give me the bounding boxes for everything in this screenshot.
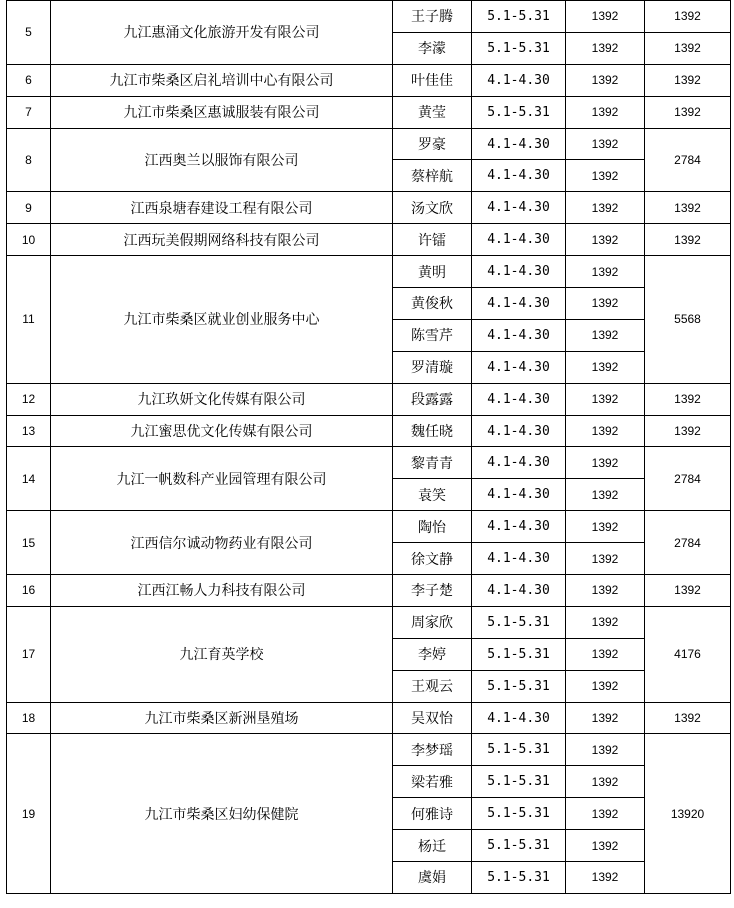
amount-cell: 1392 — [566, 1, 645, 33]
total-amount-cell: 1392 — [645, 96, 731, 128]
period-cell: 5.1-5.31 — [472, 862, 566, 894]
row-number-cell: 6 — [7, 64, 51, 96]
person-name-cell: 黄莹 — [393, 96, 472, 128]
period-cell: 4.1-4.30 — [472, 319, 566, 351]
period-cell: 5.1-5.31 — [472, 1, 566, 33]
row-number-cell: 10 — [7, 224, 51, 256]
amount-cell: 1392 — [566, 64, 645, 96]
amount-cell: 1392 — [566, 543, 645, 575]
person-name-cell: 李濛 — [393, 32, 472, 64]
period-cell: 5.1-5.31 — [472, 32, 566, 64]
amount-cell: 1392 — [566, 575, 645, 607]
person-name-cell: 汤文欣 — [393, 192, 472, 224]
total-amount-cell: 4176 — [645, 606, 731, 702]
company-name-cell: 江西信尔诚动物药业有限公司 — [51, 511, 393, 575]
company-name-cell: 江西江畅人力科技有限公司 — [51, 575, 393, 607]
period-cell: 5.1-5.31 — [472, 766, 566, 798]
row-number-cell: 12 — [7, 383, 51, 415]
company-name-cell: 江西泉塘春建设工程有限公司 — [51, 192, 393, 224]
table-row — [7, 96, 731, 128]
person-name-cell: 许镭 — [393, 224, 472, 256]
period-cell: 5.1-5.31 — [472, 606, 566, 638]
row-number-cell: 5 — [7, 1, 51, 65]
period-cell: 5.1-5.31 — [472, 670, 566, 702]
person-name-cell: 蔡梓航 — [393, 160, 472, 192]
person-name-cell: 黄俊秋 — [393, 288, 472, 320]
total-amount-cell: 2784 — [645, 447, 731, 511]
amount-cell: 1392 — [566, 160, 645, 192]
table-row — [7, 511, 731, 543]
person-name-cell: 何雅诗 — [393, 798, 472, 830]
total-amount-cell: 2784 — [645, 511, 731, 575]
table-row — [7, 256, 731, 288]
amount-cell: 1392 — [566, 256, 645, 288]
amount-cell: 1392 — [566, 511, 645, 543]
row-number-cell: 9 — [7, 192, 51, 224]
row-number-cell: 15 — [7, 511, 51, 575]
period-cell: 4.1-4.30 — [472, 415, 566, 447]
period-cell: 4.1-4.30 — [472, 383, 566, 415]
period-cell: 4.1-4.30 — [472, 288, 566, 320]
table-row — [7, 606, 731, 638]
amount-cell: 1392 — [566, 351, 645, 383]
company-name-cell: 九江蜜思优文化传媒有限公司 — [51, 415, 393, 447]
amount-cell: 1392 — [566, 606, 645, 638]
person-name-cell: 罗豪 — [393, 128, 472, 160]
amount-cell: 1392 — [566, 830, 645, 862]
company-name-cell: 九江一帆数科产业园管理有限公司 — [51, 447, 393, 511]
person-name-cell: 魏任晓 — [393, 415, 472, 447]
period-cell: 4.1-4.30 — [472, 702, 566, 734]
total-amount-cell: 1392 — [645, 224, 731, 256]
company-name-cell: 江西玩美假期网络科技有限公司 — [51, 224, 393, 256]
table-row — [7, 702, 731, 734]
company-name-cell: 江西奥兰以服饰有限公司 — [51, 128, 393, 192]
person-name-cell: 虞娟 — [393, 862, 472, 894]
person-name-cell: 徐文静 — [393, 543, 472, 575]
row-number-cell: 11 — [7, 256, 51, 384]
table-row — [7, 128, 731, 160]
person-name-cell: 吴双怡 — [393, 702, 472, 734]
amount-cell: 1392 — [566, 319, 645, 351]
total-amount-cell: 1392 — [645, 702, 731, 734]
period-cell: 4.1-4.30 — [472, 511, 566, 543]
period-cell: 4.1-4.30 — [472, 192, 566, 224]
person-name-cell: 黄明 — [393, 256, 472, 288]
amount-cell: 1392 — [566, 415, 645, 447]
table-row — [7, 415, 731, 447]
table-row — [7, 192, 731, 224]
amount-cell: 1392 — [566, 32, 645, 64]
person-name-cell: 周家欣 — [393, 606, 472, 638]
company-name-cell: 九江市柴桑区惠诚服装有限公司 — [51, 96, 393, 128]
table-row — [7, 575, 731, 607]
subsidy-table — [6, 0, 731, 894]
total-amount-cell: 1392 — [645, 383, 731, 415]
period-cell: 4.1-4.30 — [472, 128, 566, 160]
period-cell: 4.1-4.30 — [472, 224, 566, 256]
amount-cell: 1392 — [566, 766, 645, 798]
company-name-cell: 九江市柴桑区就业创业服务中心 — [51, 256, 393, 384]
amount-cell: 1392 — [566, 383, 645, 415]
person-name-cell: 叶佳佳 — [393, 64, 472, 96]
total-amount-cell: 1392 — [645, 415, 731, 447]
amount-cell: 1392 — [566, 702, 645, 734]
period-cell: 5.1-5.31 — [472, 798, 566, 830]
amount-cell: 1392 — [566, 670, 645, 702]
amount-cell: 1392 — [566, 288, 645, 320]
total-amount-cell: 1392 — [645, 32, 731, 64]
period-cell: 5.1-5.31 — [472, 96, 566, 128]
period-cell: 4.1-4.30 — [472, 351, 566, 383]
person-name-cell: 杨迁 — [393, 830, 472, 862]
person-name-cell: 李梦瑶 — [393, 734, 472, 766]
amount-cell: 1392 — [566, 734, 645, 766]
period-cell: 5.1-5.31 — [472, 830, 566, 862]
amount-cell: 1392 — [566, 192, 645, 224]
person-name-cell: 李婷 — [393, 638, 472, 670]
row-number-cell: 19 — [7, 734, 51, 893]
amount-cell: 1392 — [566, 638, 645, 670]
table-row — [7, 734, 731, 766]
row-number-cell: 18 — [7, 702, 51, 734]
amount-cell: 1392 — [566, 224, 645, 256]
total-amount-cell: 2784 — [645, 128, 731, 192]
table-row — [7, 447, 731, 479]
total-amount-cell: 1392 — [645, 64, 731, 96]
person-name-cell: 梁若雅 — [393, 766, 472, 798]
row-number-cell: 13 — [7, 415, 51, 447]
person-name-cell: 罗清璇 — [393, 351, 472, 383]
period-cell: 4.1-4.30 — [472, 160, 566, 192]
company-name-cell: 九江玖妍文化传媒有限公司 — [51, 383, 393, 415]
row-number-cell: 17 — [7, 606, 51, 702]
amount-cell: 1392 — [566, 96, 645, 128]
amount-cell: 1392 — [566, 447, 645, 479]
table-row — [7, 224, 731, 256]
total-amount-cell: 1392 — [645, 575, 731, 607]
row-number-cell: 14 — [7, 447, 51, 511]
table-row — [7, 64, 731, 96]
period-cell: 5.1-5.31 — [472, 638, 566, 670]
period-cell: 4.1-4.30 — [472, 575, 566, 607]
total-amount-cell: 5568 — [645, 256, 731, 384]
company-name-cell: 九江市柴桑区妇幼保健院 — [51, 734, 393, 893]
company-name-cell: 九江育英学校 — [51, 606, 393, 702]
total-amount-cell: 1392 — [645, 1, 731, 33]
total-amount-cell: 13920 — [645, 734, 731, 893]
amount-cell: 1392 — [566, 128, 645, 160]
person-name-cell: 段露露 — [393, 383, 472, 415]
period-cell: 4.1-4.30 — [472, 543, 566, 575]
person-name-cell: 黎青青 — [393, 447, 472, 479]
row-number-cell: 8 — [7, 128, 51, 192]
row-number-cell: 7 — [7, 96, 51, 128]
person-name-cell: 李子楚 — [393, 575, 472, 607]
period-cell: 4.1-4.30 — [472, 256, 566, 288]
person-name-cell: 陶怡 — [393, 511, 472, 543]
amount-cell: 1392 — [566, 479, 645, 511]
amount-cell: 1392 — [566, 862, 645, 894]
person-name-cell: 袁笑 — [393, 479, 472, 511]
amount-cell: 1392 — [566, 798, 645, 830]
table-body — [7, 1, 731, 894]
period-cell: 5.1-5.31 — [472, 734, 566, 766]
person-name-cell: 陈雪芹 — [393, 319, 472, 351]
period-cell: 4.1-4.30 — [472, 447, 566, 479]
table-row — [7, 1, 731, 33]
period-cell: 4.1-4.30 — [472, 479, 566, 511]
row-number-cell: 16 — [7, 575, 51, 607]
period-cell: 4.1-4.30 — [472, 64, 566, 96]
person-name-cell: 王子腾 — [393, 1, 472, 33]
company-name-cell: 九江市柴桑区启礼培训中心有限公司 — [51, 64, 393, 96]
company-name-cell: 九江市柴桑区新洲垦殖场 — [51, 702, 393, 734]
table-row — [7, 383, 731, 415]
person-name-cell: 王观云 — [393, 670, 472, 702]
total-amount-cell: 1392 — [645, 192, 731, 224]
company-name-cell: 九江惠涌文化旅游开发有限公司 — [51, 1, 393, 65]
